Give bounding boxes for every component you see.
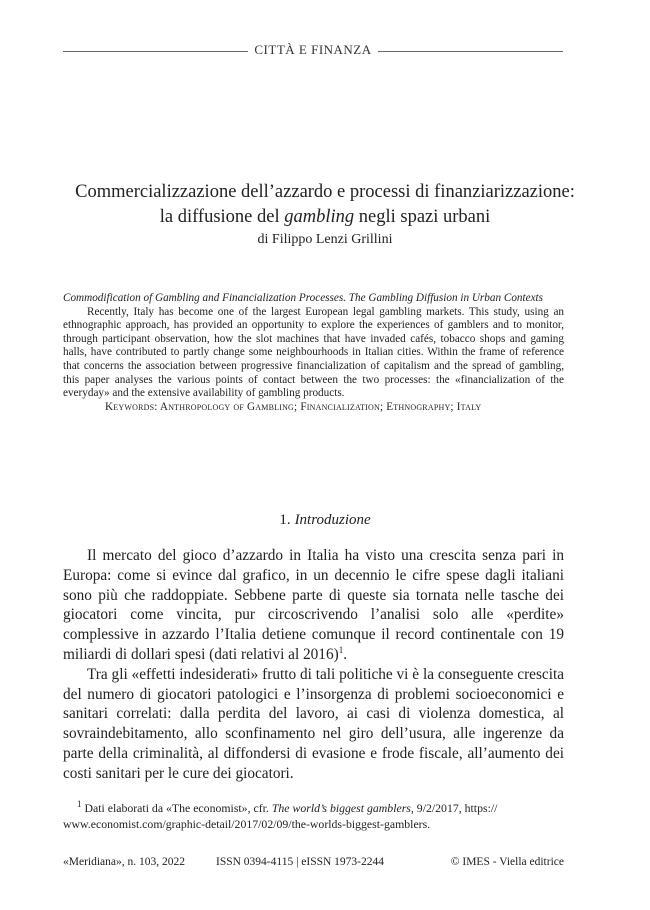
footnote xyxy=(63,800,564,832)
abstract-text: Recently, Italy has become one of the largest European legal gambling markets. This study, using an ethnographic approach, has provided an opportunity to explore the experiences of gamblers and to monitor, through participant observation, how the slot machines that have invaded cafés, tobacco shops and gaming halls, have contributed to partly change some neighbourhoods in Italian cities. Within the frame of reference that concerns the association between progressive financialization of capitalism and the spread of gambling, this paper analyses the various points of contact between the two processes: the «financialization of the everyday» and the extensive availability of gambling products. xyxy=(63,305,564,400)
running-head-rule-left xyxy=(63,51,248,52)
section-heading xyxy=(40,512,610,529)
running-head xyxy=(63,40,563,60)
body-paragraph-1-end: . xyxy=(343,645,348,663)
abstract-english-title: Commodification of Gambling and Financialization Processes. The Gambling Diffusion in Urban Contexts xyxy=(63,292,544,304)
running-head-label: CITTÀ E FINANZA xyxy=(254,42,372,57)
footnote-line-1 xyxy=(63,800,564,816)
body-text xyxy=(63,546,564,784)
footnote-url[interactable]: www.economist.com/graphic-detail/2017/02/09/the-worlds-biggest-gamblers. xyxy=(63,817,431,831)
footnote-number: 1 xyxy=(77,799,82,810)
page-footer xyxy=(63,856,564,872)
title-line-2-em: gambling xyxy=(284,207,355,227)
title-line-1: Commercializzazione dell’azzardo e processi di finanziarizzazione: xyxy=(75,182,575,202)
body-paragraph-1-text: Il mercato del gioco d’azzardo in Italia ha visto una crescita senza pari in Europa: come si evince dal grafico, in un decennio le cifre spese dagli italiani sono più che raddoppiate. Sebbene parte di queste sia tornata nelle tasche dei giocatori come vincita, pur circoscrivendo l’analisi solo alle «perdite» complessive in azzardo l’Italia detiene comunque il record continentale con 19 miliardi di dollari spesi (dati relativi al 2016) xyxy=(63,547,564,663)
abstract-keywords: Keywords: Anthropology of Gambling; Financialization; Ethnography; Italy xyxy=(105,400,482,413)
footnote-ref[interactable]: 1 xyxy=(338,644,344,655)
title-line-2-post: negli spazi urbani xyxy=(354,207,491,227)
body-paragraph-1 xyxy=(63,546,564,665)
footer-issn: ISSN 0394-4115 | eISSN 1973-2244 xyxy=(216,856,384,868)
footnote-pre: Dati elaborati da «The economist», cfr. xyxy=(81,801,272,815)
title-line-2-pre: la diffusione del xyxy=(159,207,285,227)
section-title: Introduzione xyxy=(294,512,371,528)
abstract xyxy=(63,292,564,414)
section-number: 1. xyxy=(279,512,291,528)
body-paragraph-2: Tra gli «effetti indesiderati» frutto di tali politiche vi è la conseguente crescita del numero di giocatori patologici e l’insorgenza di problemi socioeconomici e sanitari correlati: dalla perdita del lavoro, ai casi di violenza domestica, al sovraindebitamento, allo sconfinamento nel giro dell’usura, alle ingerenze da parte della criminalità, al diffondersi di evasione e frode fiscale, all’aumento dei costi sanitari per le cure dei giocatori. xyxy=(63,665,564,782)
footnote-post[interactable]: , 9/2/2017, https:// xyxy=(410,801,498,815)
footer-publisher: © IMES - Viella editrice xyxy=(450,856,564,868)
author-byline: di Filippo Lenzi Grillini xyxy=(257,232,393,247)
title-line-2 xyxy=(40,205,610,230)
article-title xyxy=(40,180,610,230)
footer-journal: «Meridiana», n. 103, 2022 xyxy=(63,856,186,868)
footnote-source-title: The world’s biggest gamblers xyxy=(271,801,411,815)
running-head-rule-right xyxy=(378,51,563,52)
